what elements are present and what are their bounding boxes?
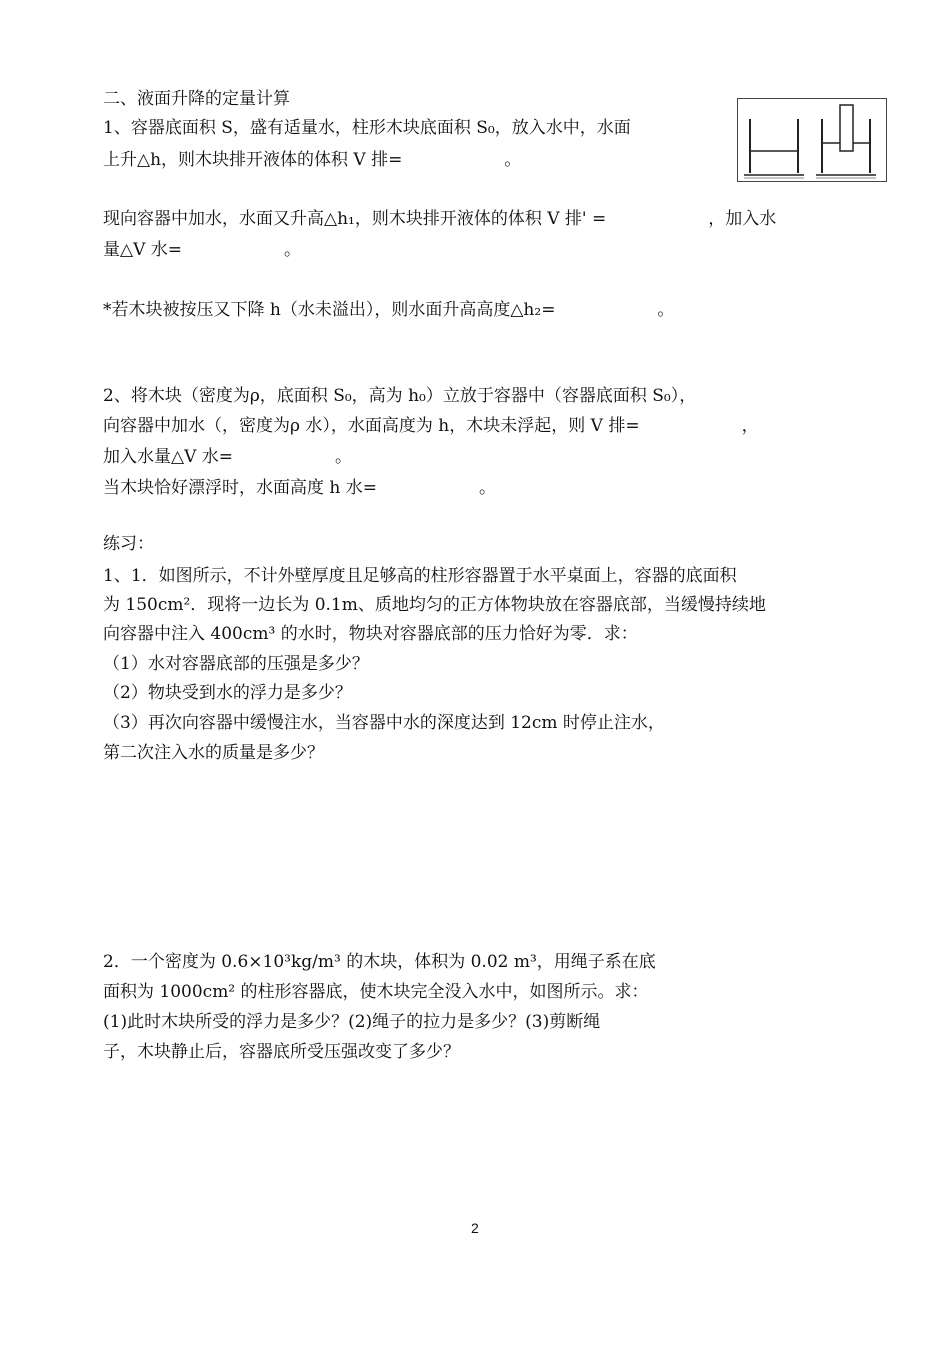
practice-1-line: 第二次注入水的质量是多少？ [103,743,324,763]
practice-2-line: 子，木块静止后，容器底所受压强改变了多少？ [103,1042,460,1062]
q2-line3: 加入水量△V 水= 。 [103,447,352,467]
practice-1-line: 1、1．如图所示，不计外壁厚度且足够高的柱形容器置于水平桌面上，容器的底面积 [103,566,737,586]
section-title: 二、液面升降的定量计算 [103,89,290,109]
practice-1-line: 向容器中注入 400cm³ 的水时，物块对容器底部的压力恰好为零．求： [103,624,638,644]
practice-label: 练习： [103,534,154,554]
container-diagram [738,99,888,183]
q2-line1: 2、将木块（密度为ρ，底面积 S₀，高为 h₀）立放于容器中（容器底面积 S₀）， [103,386,697,406]
q1-line5: *若木块被按压又下降 h（水未溢出），则水面升高高度△h₂= 。 [103,300,675,320]
practice-1-line: （2）物块受到水的浮力是多少？ [103,683,352,703]
practice-1-line: （1）水对容器底部的压强是多少？ [103,654,369,674]
page-number: 2 [471,1220,479,1236]
q1-line3: 现向容器中加水，水面又升高△h₁，则木块排开液体的体积 V 排' = ，加入水 [103,209,777,229]
figure-containers [737,98,887,182]
q1-line1: 1、容器底面积 S，盛有适量水，柱形木块底面积 S₀，放入水中，水面 [103,118,631,138]
q1-line4: 量△V 水= 。 [103,240,301,260]
practice-1-line: （3）再次向容器中缓慢注水，当容器中水的深度达到 12cm 时停止注水， [103,713,665,733]
q2-line4: 当木块恰好漂浮时，水面高度 h 水= 。 [103,478,496,498]
practice-2-line: (1)此时木块所受的浮力是多少？(2)绳子的拉力是多少？(3)剪断绳 [103,1012,601,1032]
q1-line2: 上升△h，则木块排开液体的体积 V 排= 。 [103,150,522,170]
practice-1-line: 为 150cm²．现将一边长为 0.1m、质地均匀的正方体物块放在容器底部，当缓慢持续地 [103,595,766,615]
practice-2-line: 面积为 1000cm² 的柱形容器底，使木块完全没入水中，如图所示。求： [103,982,649,1002]
practice-2-line: 2．一个密度为 0.6×10³kg/m³ 的木块，体积为 0.02 m³，用绳子系在底 [103,952,656,972]
q2-line2: 向容器中加水（，密度为ρ 水），水面高度为 h，木块未浮起，则 V 排= ， [103,416,759,436]
